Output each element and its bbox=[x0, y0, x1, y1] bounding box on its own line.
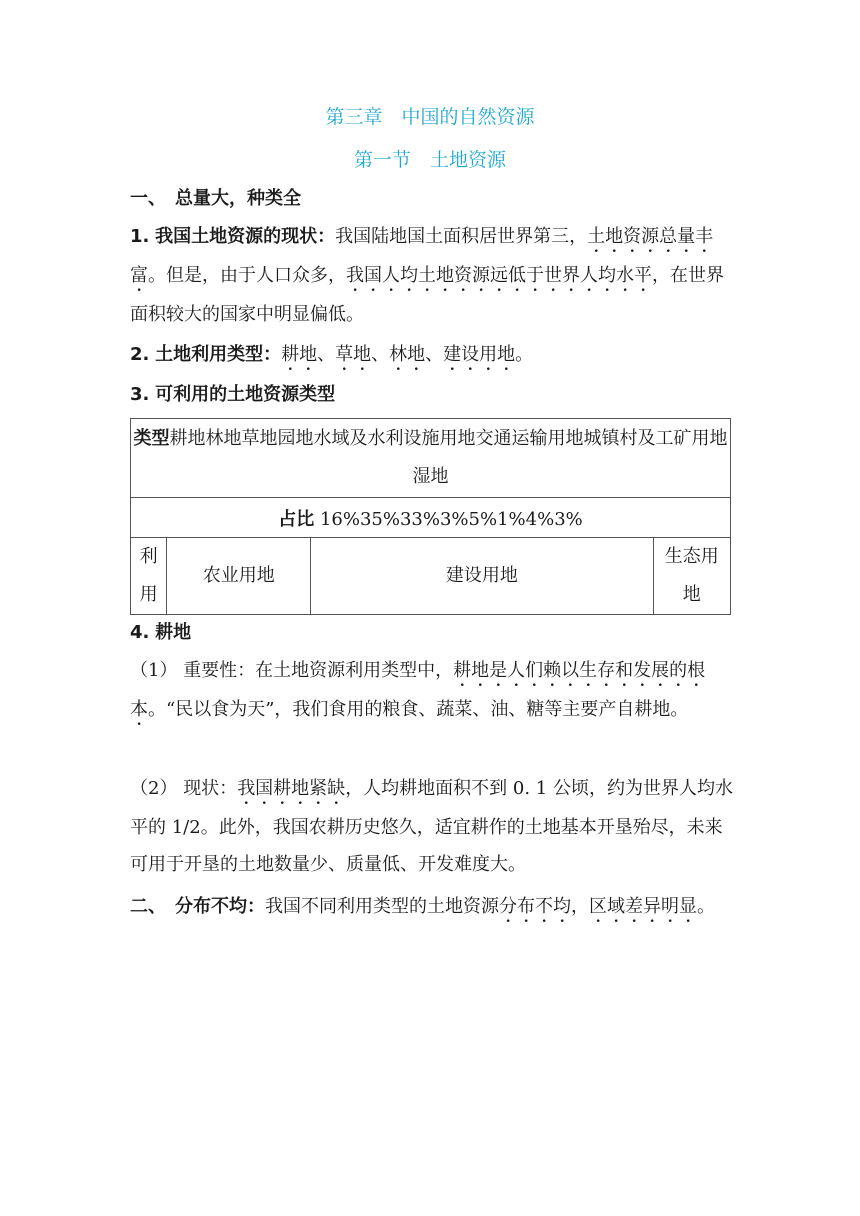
p4-num: 4. bbox=[130, 622, 150, 643]
p2-emphasis-3: 林地 bbox=[389, 344, 426, 365]
table-row bbox=[131, 538, 731, 615]
shares-text: 16%35%33%3%5%1%4%3% bbox=[319, 508, 583, 530]
h2-emphasis-1: 分布不均 bbox=[499, 896, 571, 917]
table-cell-agricultural: 农业用地 bbox=[167, 538, 311, 615]
paragraph-2 bbox=[130, 336, 735, 375]
types-label: 类型 bbox=[133, 428, 170, 449]
p1-emphasis-1: 土地资源总量丰富 bbox=[130, 226, 714, 286]
p3-lead: 可利用的土地资源类型 bbox=[155, 384, 336, 405]
p1-text-1: 我国陆地国土面积居世界第三， bbox=[335, 226, 588, 247]
p4-1-text-1: 重要性：在土地资源利用类型中， bbox=[183, 660, 454, 681]
table-cell-ecological: 生态用地 bbox=[653, 538, 731, 615]
table-row bbox=[131, 419, 731, 498]
chapter-title: 第三章 中国的自然资源 bbox=[325, 106, 535, 128]
types-text: 耕地林地草地园地水域及水利设施用地交通运输用地城镇村及工矿用地湿地 bbox=[169, 428, 728, 487]
p4-1-text-2: 。“民以食为天”，我们食用的粮食、蔬菜、油、糖等主要产自耕地。 bbox=[148, 699, 689, 720]
heading-1: 一、 总量大，种类全 bbox=[130, 188, 301, 209]
p1-num: 1. bbox=[130, 226, 150, 247]
h2-text-1: 我国不同利用类型的土地资源 bbox=[265, 896, 499, 917]
p1-text-3: ，在世界面积较大的国家中明显偏低。 bbox=[130, 265, 724, 325]
heading-2-paragraph bbox=[130, 888, 735, 927]
p2-sep-3: 、 bbox=[425, 344, 444, 365]
paragraph-4-1 bbox=[130, 652, 735, 730]
paragraph-4 bbox=[130, 614, 735, 651]
p2-emphasis-1: 耕地 bbox=[281, 344, 318, 365]
p1-text-2: 。但是，由于人口众多， bbox=[148, 265, 346, 286]
p4-2-num: （2） bbox=[130, 778, 178, 799]
p2-sep-2: 、 bbox=[371, 344, 390, 365]
table-cell-types bbox=[131, 419, 731, 498]
p3-num: 3. bbox=[130, 384, 150, 405]
p2-end: 。 bbox=[515, 344, 534, 365]
h2-sep: ， bbox=[571, 896, 589, 917]
paragraph-3 bbox=[130, 376, 735, 413]
section-title: 第一节 土地资源 bbox=[353, 149, 506, 171]
p4-lead: 耕地 bbox=[155, 622, 192, 643]
p4-1-emphasis: 耕地是人们赖以生存和发展的根本 bbox=[130, 660, 706, 720]
p1-lead: 我国土地资源的现状： bbox=[155, 226, 336, 247]
paragraph-4-2 bbox=[130, 770, 735, 883]
table-cell-construction: 建设用地 bbox=[311, 538, 653, 615]
p2-num: 2. bbox=[130, 344, 150, 365]
h2-lead: 二、 分布不均： bbox=[130, 896, 265, 917]
shares-label: 占比 bbox=[278, 508, 315, 530]
p2-emphasis-2: 草地 bbox=[335, 344, 372, 365]
p4-2-text-1: 现状： bbox=[183, 778, 238, 799]
p4-2-text-2: ，人均耕地面积不到 0. 1 公顷，约为世界人均水平的 1/2。此外，我国农耕历史悠久，适宜耕作的土地基本开垦殆尽，未来可用于开垦的土地数量少、质量低、开发难度大。 bbox=[130, 778, 733, 875]
land-type-table bbox=[130, 418, 731, 615]
p2-emphasis-4: 建设用地 bbox=[443, 344, 516, 365]
table-cell-use: 利用 bbox=[131, 538, 167, 615]
p4-2-emphasis: 我国耕地紧缺 bbox=[237, 778, 346, 799]
p1-emphasis-2: 我国人均土地资源远低于世界人均水平 bbox=[346, 265, 652, 286]
p4-1-num: （1） bbox=[130, 660, 178, 681]
p2-sep-1: 、 bbox=[317, 344, 336, 365]
paragraph-1 bbox=[130, 218, 735, 333]
table-row bbox=[131, 498, 731, 538]
h2-emphasis-2: 区域差异明显 bbox=[589, 896, 697, 917]
h2-end: 。 bbox=[697, 896, 715, 917]
table-cell-shares bbox=[131, 498, 731, 538]
p2-lead: 土地利用类型： bbox=[155, 344, 282, 365]
